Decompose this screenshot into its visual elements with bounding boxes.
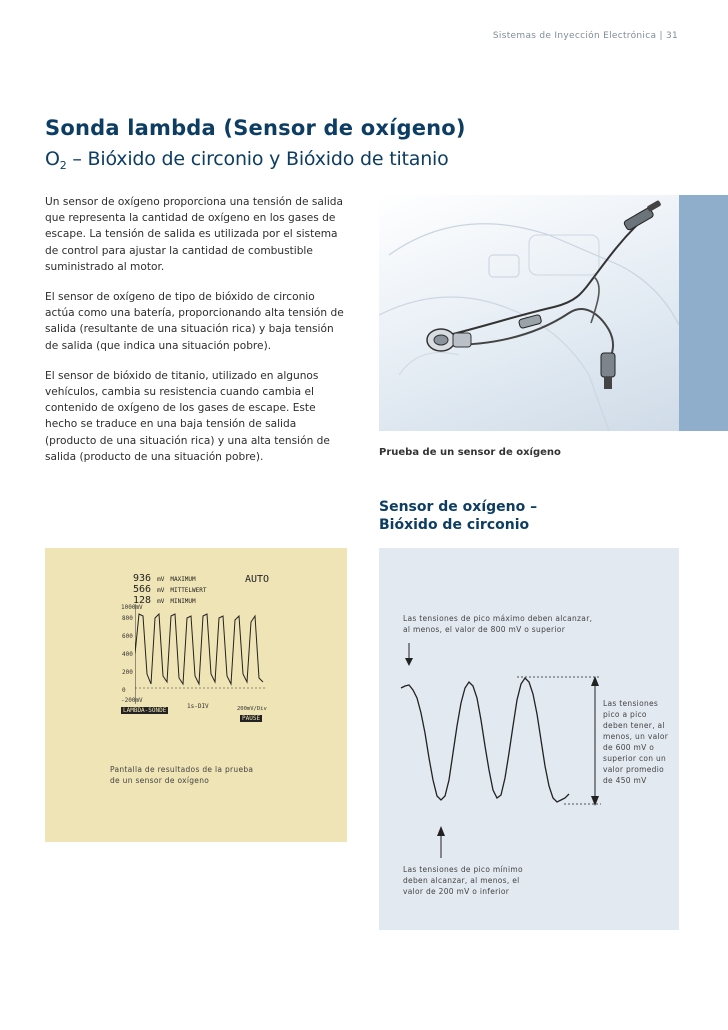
note-peak-to-peak: Las tensiones pico a pico deben tener, al menos, un valor de 600 mV o superior con un valor promedio de 450 mV bbox=[603, 699, 669, 785]
reading-max-value: 936 bbox=[133, 573, 152, 584]
scope-tick-200: 200 bbox=[122, 669, 133, 676]
subtitle-prefix: O bbox=[45, 148, 60, 170]
scope-tick-0: 0 bbox=[122, 687, 126, 694]
sensor-test-photo bbox=[379, 195, 679, 431]
reading-min-value: 128 bbox=[133, 595, 152, 606]
reading-min-label: MINIMUM bbox=[170, 598, 196, 605]
subtitle-rest: – Bióxido de circonio y Bióxido de titanio bbox=[66, 148, 449, 170]
sensor-test-illustration bbox=[379, 195, 679, 431]
section-heading-line-1: Sensor de oxígeno – bbox=[379, 499, 538, 515]
reading-mean-label: MITTELWERT bbox=[170, 587, 207, 594]
note-peak-min: Las tensiones de pico mínimo deben alcanzar, al menos, el valor de 200 mV o inferior bbox=[403, 865, 523, 896]
scope-readings bbox=[133, 574, 206, 607]
reading-max-label: MAXIMUM bbox=[170, 576, 196, 583]
scope-tick-600: 600 bbox=[122, 633, 133, 640]
scope-scale: 200mV/Div bbox=[237, 706, 267, 712]
scope-tick-800: 800 bbox=[122, 615, 133, 622]
reading-min-unit: mV bbox=[157, 598, 165, 605]
scope-waveform bbox=[135, 604, 265, 704]
subtitle-subscript: 2 bbox=[59, 159, 67, 172]
running-header: Sistemas de Inyección Electrónica | 31 bbox=[492, 31, 678, 41]
body-paragraph-1: Un sensor de oxígeno proporciona una tensión de salida que representa la cantidad de oxígeno en los gases de escape. La tensión de salida es utilizada por el sistema de control para ajustar la cantidad de combustible suministrado al motor. bbox=[45, 196, 343, 273]
scope-sensor-label: LAMBDA-SONDE bbox=[123, 707, 167, 714]
section-heading bbox=[379, 498, 537, 534]
body-paragraph-3: El sensor de bióxido de titanio, utilizado en algunos vehículos, cambia su resistencia cuando cambia el contenido de oxígeno de los gases de escape. Este hecho se traduce en una baja tensión de salida (producto de una situación rica) y una alta tensión de salida (producto de una situación pobre). bbox=[45, 369, 330, 463]
scope-tick-400: 400 bbox=[122, 651, 133, 658]
scope-pause-label: PAUSE bbox=[242, 715, 261, 722]
scope-y-bottom: -200mV bbox=[121, 697, 143, 704]
photo-caption: Prueba de un sensor de oxígeno bbox=[379, 447, 561, 458]
reading-mean-unit: mV bbox=[157, 587, 165, 594]
body-text bbox=[45, 194, 347, 479]
scope-screen-panel bbox=[45, 548, 347, 842]
reading-max-unit: mV bbox=[157, 576, 165, 583]
body-paragraph-2: El sensor de oxígeno de tipo de bióxido de circonio actúa como una batería, proporcionando alta tensión de salida (resultante de una situación rica) y baja tensión de salida (que indica una situación pobre). bbox=[45, 291, 344, 352]
page-subtitle bbox=[45, 148, 449, 172]
scope-time-div: 1s-DIV bbox=[187, 703, 209, 710]
section-heading-line-2: Bióxido de circonio bbox=[379, 517, 530, 533]
waveform-panel bbox=[379, 548, 679, 930]
scope-mode: AUTO bbox=[245, 574, 270, 585]
note-peak-max: Las tensiones de pico máximo deben alcanzar, al menos, el valor de 800 mV o superior bbox=[403, 614, 593, 634]
accent-strip bbox=[679, 195, 728, 431]
reading-mean-value: 566 bbox=[133, 584, 152, 595]
scope-caption: Pantalla de resultados de la prueba de un sensor de oxígeno bbox=[110, 765, 254, 785]
scope-y-top: 1000mV bbox=[121, 604, 143, 611]
page-title: Sonda lambda (Sensor de oxígeno) bbox=[45, 116, 466, 140]
